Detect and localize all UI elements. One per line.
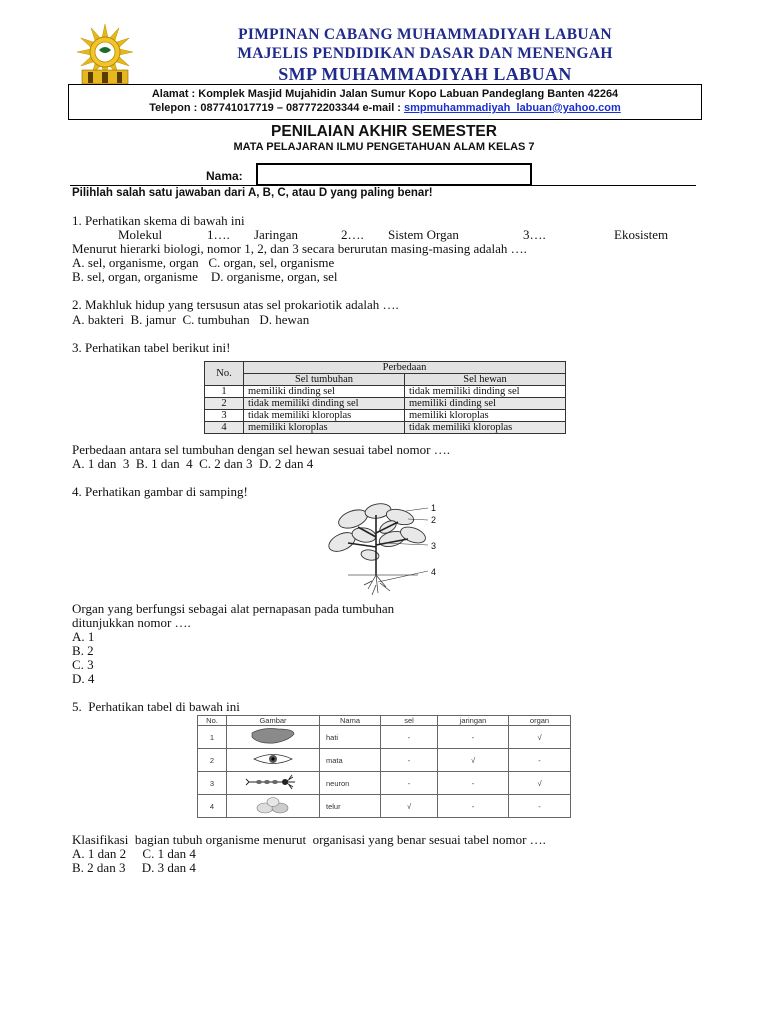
table-header-plant: Sel tumbuhan <box>244 374 405 386</box>
q5-options-2: B. 2 dan 3 D. 3 dan 4 <box>72 860 196 875</box>
row-no: 2 <box>205 398 244 410</box>
table-row <box>198 749 571 772</box>
q4-option-c: C. 3 <box>72 657 94 672</box>
name-label: Nama: <box>206 169 243 183</box>
exam-subtitle: MATA PELAJARAN ILMU PENGETAHUAN ALAM KELAS 7 <box>233 141 535 153</box>
table-header-animal: Sel hewan <box>405 374 566 386</box>
neuron-image <box>227 772 320 795</box>
row-organ: √ <box>509 772 571 795</box>
q4-prompt: 4. Perhatikan gambar di samping! <box>72 484 248 499</box>
q4-option-b: B. 2 <box>72 643 94 658</box>
q5-options-1: A. 1 dan 2 C. 1 dan 4 <box>72 846 196 861</box>
row-animal: memiliki dinding sel <box>405 398 566 410</box>
egg-image <box>227 795 320 818</box>
table-row <box>198 772 571 795</box>
q3-prompt: 3. Perhatikan tabel berikut ini! <box>72 340 231 355</box>
table-row <box>198 795 571 818</box>
plant-diagram <box>318 497 448 597</box>
plant-label-4: 4 <box>431 567 437 577</box>
row-jaringan: √ <box>438 749 509 772</box>
row-no: 1 <box>205 386 244 398</box>
table-row <box>205 398 566 410</box>
liver-image <box>227 726 320 749</box>
q1-question: Menurut hierarki biologi, nomor 1, 2, dan 3 secara berurutan masing-masing adalah …. <box>72 241 527 256</box>
q1-scheme-7: Ekosistem <box>614 227 669 242</box>
row-plant: memiliki kloroplas <box>244 422 405 434</box>
exam-title: PENILAIAN AKHIR SEMESTER <box>271 123 497 140</box>
q1-scheme-5: Sistem Organ <box>388 227 459 242</box>
q5-prompt: 5. Perhatikan tabel di bawah ini <box>72 699 240 714</box>
table-header-no: No. <box>205 362 244 386</box>
row-sel: √ <box>381 795 438 818</box>
row-no: 3 <box>198 772 227 795</box>
cell-difference-table <box>204 361 566 434</box>
table-row <box>205 410 566 422</box>
row-jaringan: - <box>438 726 509 749</box>
q1-scheme-4: 2…. <box>341 227 364 242</box>
table-row <box>205 422 566 434</box>
row-organ: - <box>509 749 571 772</box>
row-plant: tidak memiliki dinding sel <box>244 398 405 410</box>
row-no: 1 <box>198 726 227 749</box>
row-animal: tidak memiliki kloroplas <box>405 422 566 434</box>
row-name: neuron <box>320 772 381 795</box>
phone-text: Telepon : 087741017719 – 087772203344 e-mail : <box>149 102 405 114</box>
row-sel: - <box>381 726 438 749</box>
row-jaringan: - <box>438 795 509 818</box>
table-header-group: Perbedaan <box>244 362 566 374</box>
q3-options: A. 1 dan 3 B. 1 dan 4 C. 2 dan 3 D. 2 dan 4 <box>72 456 314 471</box>
row-organ: - <box>509 795 571 818</box>
q4-question-1: Organ yang berfungsi sebagai alat pernapasan pada tumbuhan <box>72 601 395 616</box>
plant-label-1: 1 <box>431 503 437 513</box>
row-plant: tidak memiliki kloroplas <box>244 410 405 422</box>
school-name: SMP MUHAMMADIYAH LABUAN <box>278 64 572 84</box>
col-gambar: Gambar <box>227 716 320 726</box>
q1-options-2: B. sel, organ, organisme D. organisme, organ, sel <box>72 269 338 284</box>
eye-image <box>227 749 320 772</box>
row-name: hati <box>320 726 381 749</box>
q1-options-1: A. sel, organisme, organ C. organ, sel, organisme <box>72 255 335 270</box>
col-sel: sel <box>381 716 438 726</box>
q3-question: Perbedaan antara sel tumbuhan dengan sel hewan sesuai tabel nomor …. <box>72 442 450 457</box>
row-animal: memiliki kloroplas <box>405 410 566 422</box>
row-sel: - <box>381 749 438 772</box>
col-organ: organ <box>509 716 571 726</box>
q1-prompt: 1. Perhatikan skema di bawah ini <box>72 213 245 228</box>
table-row <box>198 726 571 749</box>
q2-prompt: 2. Makhluk hidup yang tersusun atas sel prokariotik adalah …. <box>72 297 399 312</box>
row-name: mata <box>320 749 381 772</box>
row-plant: memiliki dinding sel <box>244 386 405 398</box>
col-jaringan: jaringan <box>438 716 509 726</box>
header-line-1: PIMPINAN CABANG MUHAMMADIYAH LABUAN <box>238 26 612 43</box>
table-row <box>205 386 566 398</box>
col-no: No. <box>198 716 227 726</box>
contact-line <box>69 102 701 114</box>
q4-option-d: D. 4 <box>72 671 95 686</box>
school-logo <box>66 22 144 86</box>
row-animal: tidak memiliki dinding sel <box>405 386 566 398</box>
organism-table <box>197 715 571 818</box>
instruction: Pilihlah salah satu jawaban dari A, B, C, atau D yang paling benar! <box>72 187 433 199</box>
q4-option-a: A. 1 <box>72 629 95 644</box>
name-field[interactable] <box>256 163 532 186</box>
q2-options: A. bakteri B. jamur C. tumbuhan D. hewan <box>72 312 310 327</box>
row-no: 2 <box>198 749 227 772</box>
q4-question-2: ditunjukkan nomor …. <box>72 615 191 630</box>
q5-question: Klasifikasi bagian tubuh organisme menurut organisasi yang benar sesuai tabel nomor …. <box>72 832 546 847</box>
plant-label-2: 2 <box>431 515 437 525</box>
row-name: telur <box>320 795 381 818</box>
email-link[interactable]: smpmuhammadiyah_labuan@yahoo.com <box>404 102 621 114</box>
address-box <box>68 84 702 120</box>
q1-scheme-1: Molekul <box>118 227 163 242</box>
q1-scheme-2: 1…. <box>207 227 230 242</box>
row-no: 4 <box>198 795 227 818</box>
row-no: 3 <box>205 410 244 422</box>
plant-label-3: 3 <box>431 541 437 551</box>
address-text: Alamat : Komplek Masjid Mujahidin Jalan Sumur Kopo Labuan Pandeglang Banten 42264 <box>151 88 619 100</box>
col-nama: Nama <box>320 716 381 726</box>
divider <box>70 185 696 186</box>
header-line-2: MAJELIS PENDIDIKAN DASAR DAN MENENGAH <box>237 45 613 62</box>
row-no: 4 <box>205 422 244 434</box>
q1-scheme-6: 3…. <box>523 227 546 242</box>
row-sel: - <box>381 772 438 795</box>
row-jaringan: - <box>438 772 509 795</box>
row-organ: √ <box>509 726 571 749</box>
q1-scheme-3: Jaringan <box>254 227 299 242</box>
